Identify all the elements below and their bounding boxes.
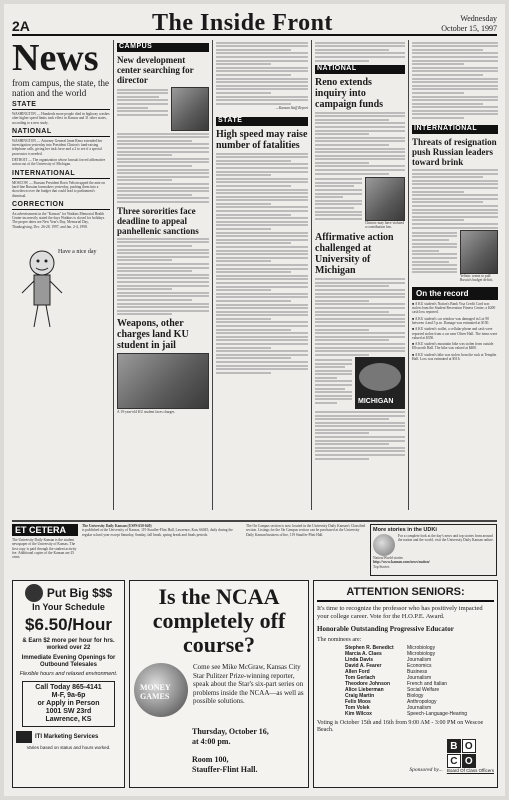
- news-detroit-text: DETROIT — The organization whose lawsuit forced affirmative action out of the University of Michigan.: [12, 158, 106, 167]
- telesales-contact-box: [22, 681, 115, 727]
- nominee-name: Felix Moos: [345, 698, 371, 705]
- news-international-text: MOSCOW — Russian President Boris Yeltsin upped the ante on hard-line Russian lawmakers yesterday, pushing them into a showdown over the budget that could lead to parliament's dismissal.: [12, 180, 105, 198]
- et-cetera-box: [12, 524, 78, 574]
- nominee-name: Allen Ford: [345, 668, 370, 675]
- column-rule: [408, 40, 409, 510]
- news-national-head: NATIONAL: [12, 128, 110, 137]
- nominee-department: French and Italian: [407, 680, 448, 687]
- ncaa-time: at 4:00 pm.: [192, 737, 231, 746]
- yeltsin-photo: [460, 230, 498, 274]
- iti-logo-icon: [16, 731, 32, 743]
- nominee-department: Journalism: [407, 704, 432, 711]
- nominee-department: Biology: [407, 692, 424, 699]
- nominee-name: Stephen R. Benedict: [345, 644, 394, 651]
- on-campus-text: The On Campus section is now located in the University Daily Kansan's Classified section. Listings for the On Campus section can be purchased at the University Daily Kansan business office, 119 Stauffer-Flint Hall.: [246, 524, 366, 537]
- michigan-logo-photo: [355, 357, 405, 409]
- issue-date-text: October 15, 1997: [441, 24, 497, 33]
- on-record-item: ■ A KU student's bike was stolen from the rack at Templin Hall. Loss was estimated at $516.: [412, 352, 497, 362]
- national-column: [315, 40, 405, 518]
- telesales-line4: Flexible hours and relaxed environment.: [19, 671, 118, 677]
- ncaa-event-ad: [129, 580, 309, 788]
- voting-info: Voting is October 15th and 16th from 9:00 AM - 3:00 PM on Wescoe Beach.: [317, 719, 484, 734]
- ncaa-question: Is the NCAA completely off course?: [152, 584, 286, 657]
- hope-award-name: Honorable Outstanding Progressive Educator: [317, 624, 454, 633]
- hope-award-ad: [313, 580, 498, 788]
- news-national-text: WASHINGTON — Attorney General Janet Reno extended her investigation yesterday into President Clinton's fund-raising telephone calls, giving her task force and a 2 to see if a special prosecutor is needed.: [12, 138, 103, 156]
- nominee-department: Business: [407, 668, 428, 675]
- state-column: [216, 40, 308, 518]
- nominee-department: Microbiology: [407, 650, 436, 657]
- column-rule: [212, 40, 213, 510]
- on-record-item: ■ A KU student's wallet, a cellular phone and cash were reported stolen from a car near Oliver Hall. The items were valued at $350.: [412, 327, 498, 340]
- news-correction-head: CORRECTION: [12, 201, 110, 210]
- nominee-name: Tom Gerlach: [345, 674, 376, 681]
- boco-letter: B: [447, 739, 461, 753]
- et-cetera-text: The University Daily Kansan is the student newspaper of the University of Kansas. The first copy is paid through the student activity fee. Additional copies of the Kansan are 25 cents.: [12, 538, 77, 560]
- boco-logo: [447, 739, 494, 768]
- nominee-name: Alice Lieberman: [345, 686, 384, 693]
- nominee-list: [345, 645, 494, 717]
- telesales-city: Lawrence, KS: [45, 716, 92, 723]
- on-record-item: ■ A KU student's mountain bike was stolen from outside Ellsworth Hall. The bike was valued at $400.: [412, 342, 494, 351]
- national-head: NATIONAL: [315, 65, 405, 74]
- sponsor-label: Sponsored by...: [409, 766, 443, 773]
- publishing-head: The University Daily Kansan (USPS 650-640): [82, 524, 152, 528]
- seniors-intro: It's time to recognize the professor who has positively impacted your college career. Vote for the H.O.P.E. Award.: [317, 605, 483, 620]
- column-rule: [113, 40, 114, 510]
- ncaa-day: Thursday, October 16,: [192, 727, 269, 736]
- campus-story1-photo: [171, 87, 209, 131]
- nominee-name: David A. Fearer: [345, 662, 382, 669]
- international-headline: Threats of resignation push Russian leaders toward brink: [412, 137, 497, 168]
- money-games-logo: [134, 663, 188, 717]
- news-briefs-column: [12, 40, 110, 518]
- globe-icon: [373, 534, 395, 556]
- nominee-department: Journalism: [407, 674, 432, 681]
- campus-column: [117, 40, 209, 518]
- board-name: Board Of Class Officers: [446, 767, 494, 773]
- clinton-photo: [365, 177, 405, 221]
- nominee-name: Tom Volek: [345, 704, 370, 711]
- nominee-row: [345, 711, 494, 717]
- issue-day: Wednesday: [460, 14, 497, 23]
- nominee-department: Economics: [407, 662, 432, 669]
- state-headline: High speed may raise number of fatalities: [216, 128, 308, 151]
- national-story1-headline: Reno extends inquiry into campaign funds: [315, 76, 384, 110]
- nominee-department: Anthropology: [407, 698, 437, 705]
- boco-letter: O: [462, 739, 476, 753]
- nominee-department: Journalism: [407, 656, 432, 663]
- publishing-text: is published at the University of Kansas, 119 Stauffer-Flint Hall, Lawrence, Kan. 66045, daily during the regular school year except Saturday, Sunday, fall break, spring break and finals periods.: [82, 528, 233, 537]
- campus-story3-photo: [117, 353, 209, 409]
- campus-byline: —Kansan Staff Report: [275, 106, 308, 111]
- money-games-text: MONEY GAMES: [140, 683, 171, 701]
- news-tagline: from campus, the state, the nation and the world: [12, 78, 109, 98]
- et-cetera-head: ET CETERA: [12, 524, 78, 536]
- newspaper-page: [4, 4, 505, 796]
- campus-story1-headline: New development center searching for director: [117, 55, 194, 85]
- online-text: For a complete look at the day's news and top stories from around the nation and the world, visit the University Daily Kansan online.: [398, 534, 494, 543]
- international-column: [412, 40, 498, 518]
- online-box: [370, 524, 497, 576]
- page-number: 2A: [12, 18, 30, 34]
- seniors-head: ATTENTION SENIORS:: [317, 584, 494, 602]
- campus-story3-headline: Weapons, other charges land KU student in jail: [117, 318, 189, 352]
- telesales-line2: & Earn $2 more per hour for hrs. worked over 22: [22, 638, 115, 651]
- telesales-address: 1001 SW 23rd: [45, 708, 92, 715]
- on-record-head: On the record: [412, 287, 498, 300]
- state-head: STATE: [216, 117, 308, 126]
- online-link1[interactable]: Nation/World stories: [373, 556, 403, 560]
- column-rule: [311, 40, 312, 510]
- on-record-list: [412, 302, 498, 362]
- telesales-price: $6.50/Hour: [25, 615, 112, 634]
- on-record-item: ■ A KU student's Nation's Bank Visa Credit Card was stolen from the Student Recreation Fitness Center; a $200 cash loss reported.: [412, 301, 496, 315]
- international-head: INTERNATIONAL: [412, 125, 498, 134]
- telesales-call: Call Today 865-4141: [35, 684, 102, 691]
- telesales-apply: or Apply in Person: [37, 700, 100, 707]
- ncaa-room: Room 100,: [192, 755, 229, 764]
- news-logo: News: [12, 40, 99, 79]
- on-record-item: ■ A KU student's car window was damaged in Lot 90 between 4 and 5 p.m. Damage was estimated at $150.: [412, 316, 490, 325]
- michigan-label: MICHIGAN: [358, 398, 394, 406]
- weather-caption: Have a nice day: [58, 249, 97, 256]
- boco-letter: O: [462, 754, 476, 768]
- bowling-ball-icon: [25, 584, 43, 602]
- nominee-department: Microbiology: [407, 644, 436, 651]
- clinton-caption: Clinton: may have violated a contribution law.: [365, 220, 405, 229]
- telesales-hours: M-F, 9a-6p: [51, 692, 86, 699]
- weather-art: [12, 235, 110, 345]
- page-title: The Inside Front: [152, 10, 333, 36]
- telesales-line3: Immediate Evening Openings for Outbound Telesales: [21, 655, 116, 668]
- telesales-note: Varies based on status and hours worked.: [26, 745, 111, 750]
- national-story2-headline: Affirmative action challenged at University of Michigan: [315, 232, 394, 277]
- telesales-line1: In Your Schedule: [32, 602, 105, 612]
- yeltsin-caption: Yeltsin: wants to pull Russia's budget deficit.: [460, 274, 494, 283]
- campus-story2-headline: Three sororities face deadline to appeal panhellenic sanctions: [117, 205, 199, 236]
- nominee-name: Kim Wilcox: [345, 710, 372, 717]
- telesales-ad: [12, 580, 125, 788]
- nominee-name: Craig Martin: [345, 692, 375, 699]
- page-header: [12, 10, 497, 36]
- nominee-name: Theodore Johnson: [345, 680, 390, 687]
- boco-letter: C: [447, 754, 461, 768]
- campus-head: CAMPUS: [117, 43, 209, 52]
- nominee-department: Speech-Language-Hearing: [407, 710, 468, 717]
- nominees-label: The nominees are:: [317, 636, 362, 643]
- campus-photo-caption: A 19-year-old KU student faces charges: [117, 410, 175, 415]
- news-state-head: STATE: [12, 101, 110, 110]
- section-divider: [12, 520, 497, 522]
- on-campus-box: [246, 524, 366, 574]
- issue-date: [441, 14, 497, 34]
- publishing-box: [82, 524, 242, 574]
- telesales-headline: Put Big $$$: [46, 586, 113, 600]
- online-head: More stories in the UDKi: [373, 527, 437, 533]
- online-url[interactable]: http://www.kansan.com/news/nation/: [373, 560, 430, 565]
- news-state-text: WASHINGTON — Hundreds more people died in highway crashes after higher speed limits took effect in Kansas and 31 other states, according to a new study.: [12, 112, 110, 125]
- telesales-logo: ITI Marketing Services: [35, 734, 99, 740]
- ncaa-building: Stauffer-Flint Hall.: [192, 765, 258, 774]
- online-link2[interactable]: Top Stories: [373, 564, 390, 569]
- news-correction-text: An advertisement in the "Kansan" for Watkins Memorial Health Center incorrectly stated the days Watkins is closed for holidays. The proper dates are New Year's Day, Memorial Day, Thanksgiving, Dec. 26-28, 1997, and Jan. 2-4, 1998.: [12, 211, 106, 229]
- nominee-name: Marcia A. Claes: [345, 650, 382, 657]
- nominee-department: Social Welfare: [407, 686, 440, 693]
- news-international-head: INTERNATIONAL: [12, 170, 110, 179]
- nominee-name: Linda Davis: [345, 656, 374, 663]
- ncaa-body: Come see Mike McGraw, Kansas City Star Pulitzer Prize-winning reporter, speak about the Star's six-part series on problems inside the NCAA—as well as possible solutions.: [193, 663, 304, 705]
